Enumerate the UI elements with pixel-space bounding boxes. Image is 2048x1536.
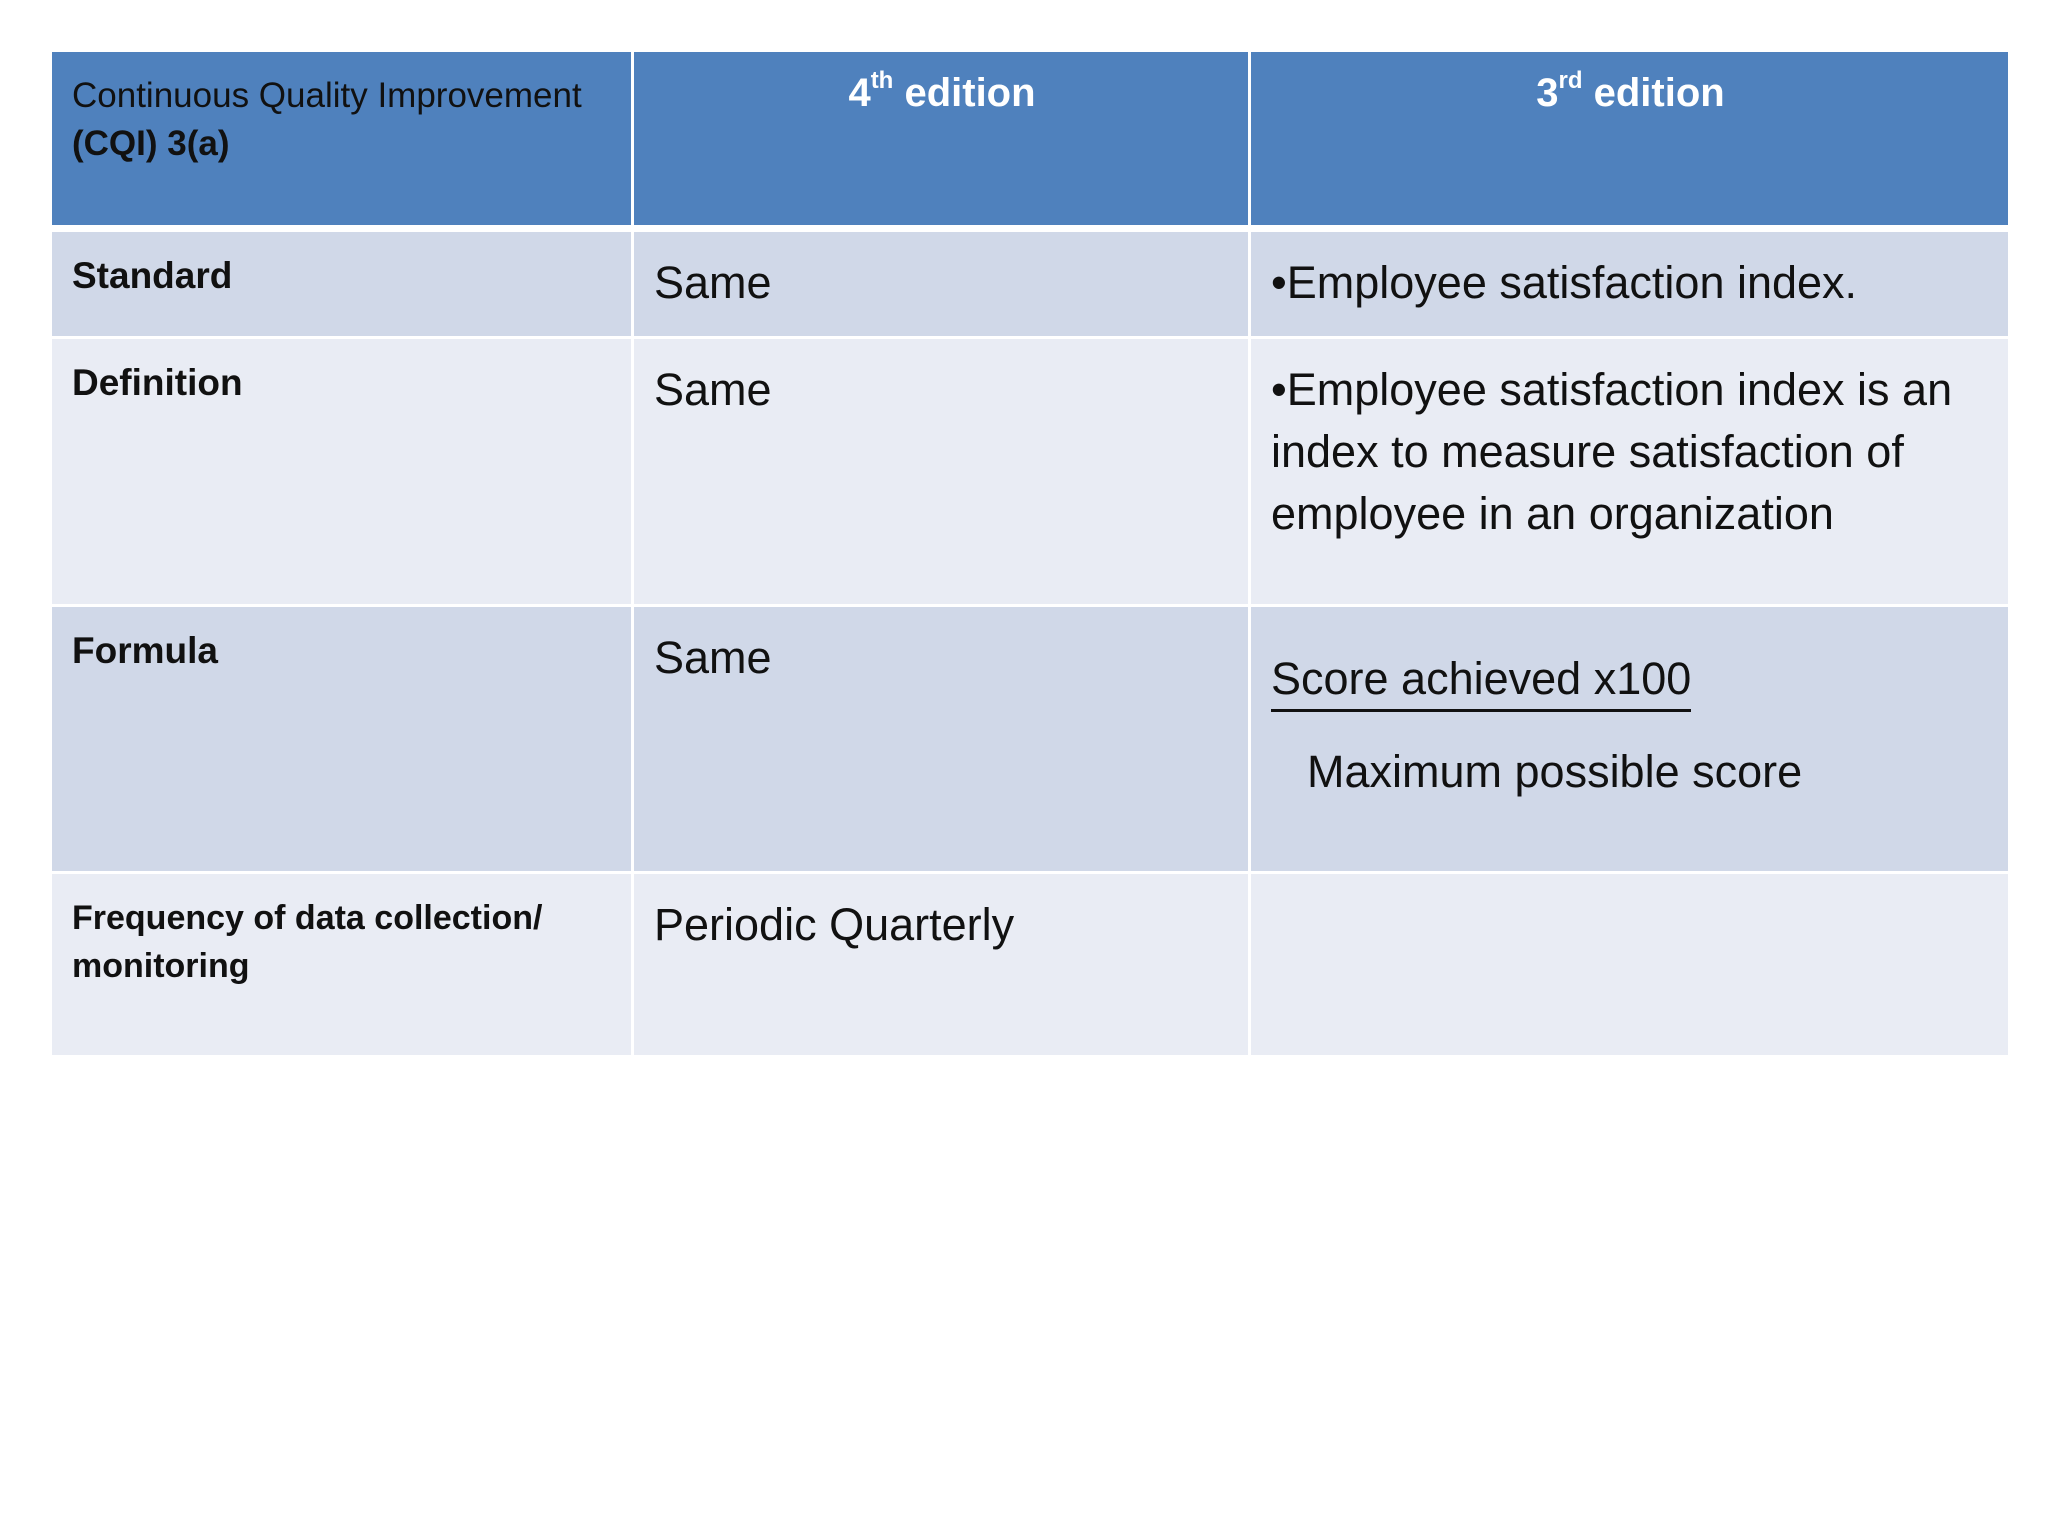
row-label-formula: Formula bbox=[72, 630, 218, 671]
row-frequency-label-cell bbox=[52, 874, 634, 1058]
header-3rd-word: edition bbox=[1582, 71, 1725, 115]
standard-4th-value: Same bbox=[654, 257, 772, 308]
row-formula-4th-cell bbox=[634, 607, 1251, 874]
frequency-4th-value: Periodic Quarterly bbox=[654, 899, 1015, 950]
definition-3rd-value: •Employee satisfaction index is an index to measure satisfaction of employee in an organization bbox=[1271, 364, 1953, 539]
row-definition-label-cell bbox=[52, 339, 634, 607]
table-title-line2: (CQI) 3(a) bbox=[72, 124, 230, 163]
formula-4th-value: Same bbox=[654, 632, 772, 683]
header-3rd-suffix: rd bbox=[1558, 66, 1583, 94]
row-standard-label-cell bbox=[52, 232, 634, 339]
row-formula-label-cell bbox=[52, 607, 634, 874]
table-title-line1: Continuous Quality Improvement bbox=[72, 76, 582, 115]
formula-denominator: Maximum possible score bbox=[1307, 746, 1803, 797]
row-label-definition: Definition bbox=[72, 362, 243, 403]
row-formula-3rd-cell bbox=[1251, 607, 2008, 874]
definition-4th-value: Same bbox=[654, 364, 772, 415]
header-4th-suffix: th bbox=[870, 66, 894, 94]
row-frequency-4th-cell bbox=[634, 874, 1251, 1058]
header-3rd-number: 3 bbox=[1536, 71, 1559, 115]
row-definition-3rd-cell bbox=[1251, 339, 2008, 607]
row-standard-4th-cell bbox=[634, 232, 1251, 339]
header-cell-topic bbox=[52, 52, 634, 232]
row-label-standard: Standard bbox=[72, 255, 233, 296]
header-4th-edition bbox=[634, 52, 1251, 232]
header-4th-word: edition bbox=[893, 71, 1036, 115]
row-frequency-3rd-cell bbox=[1251, 874, 2008, 1058]
standard-3rd-value: •Employee satisfaction index. bbox=[1271, 257, 1858, 308]
row-standard-3rd-cell bbox=[1251, 232, 2008, 339]
header-4th-number: 4 bbox=[848, 71, 871, 115]
comparison-table bbox=[52, 52, 2008, 1058]
formula-numerator: Score achieved x100 bbox=[1271, 649, 1691, 712]
row-definition-4th-cell bbox=[634, 339, 1251, 607]
table-title bbox=[72, 72, 613, 168]
row-label-frequency: Frequency of data collection/ monitoring bbox=[72, 899, 543, 985]
header-3rd-edition bbox=[1251, 52, 2008, 232]
